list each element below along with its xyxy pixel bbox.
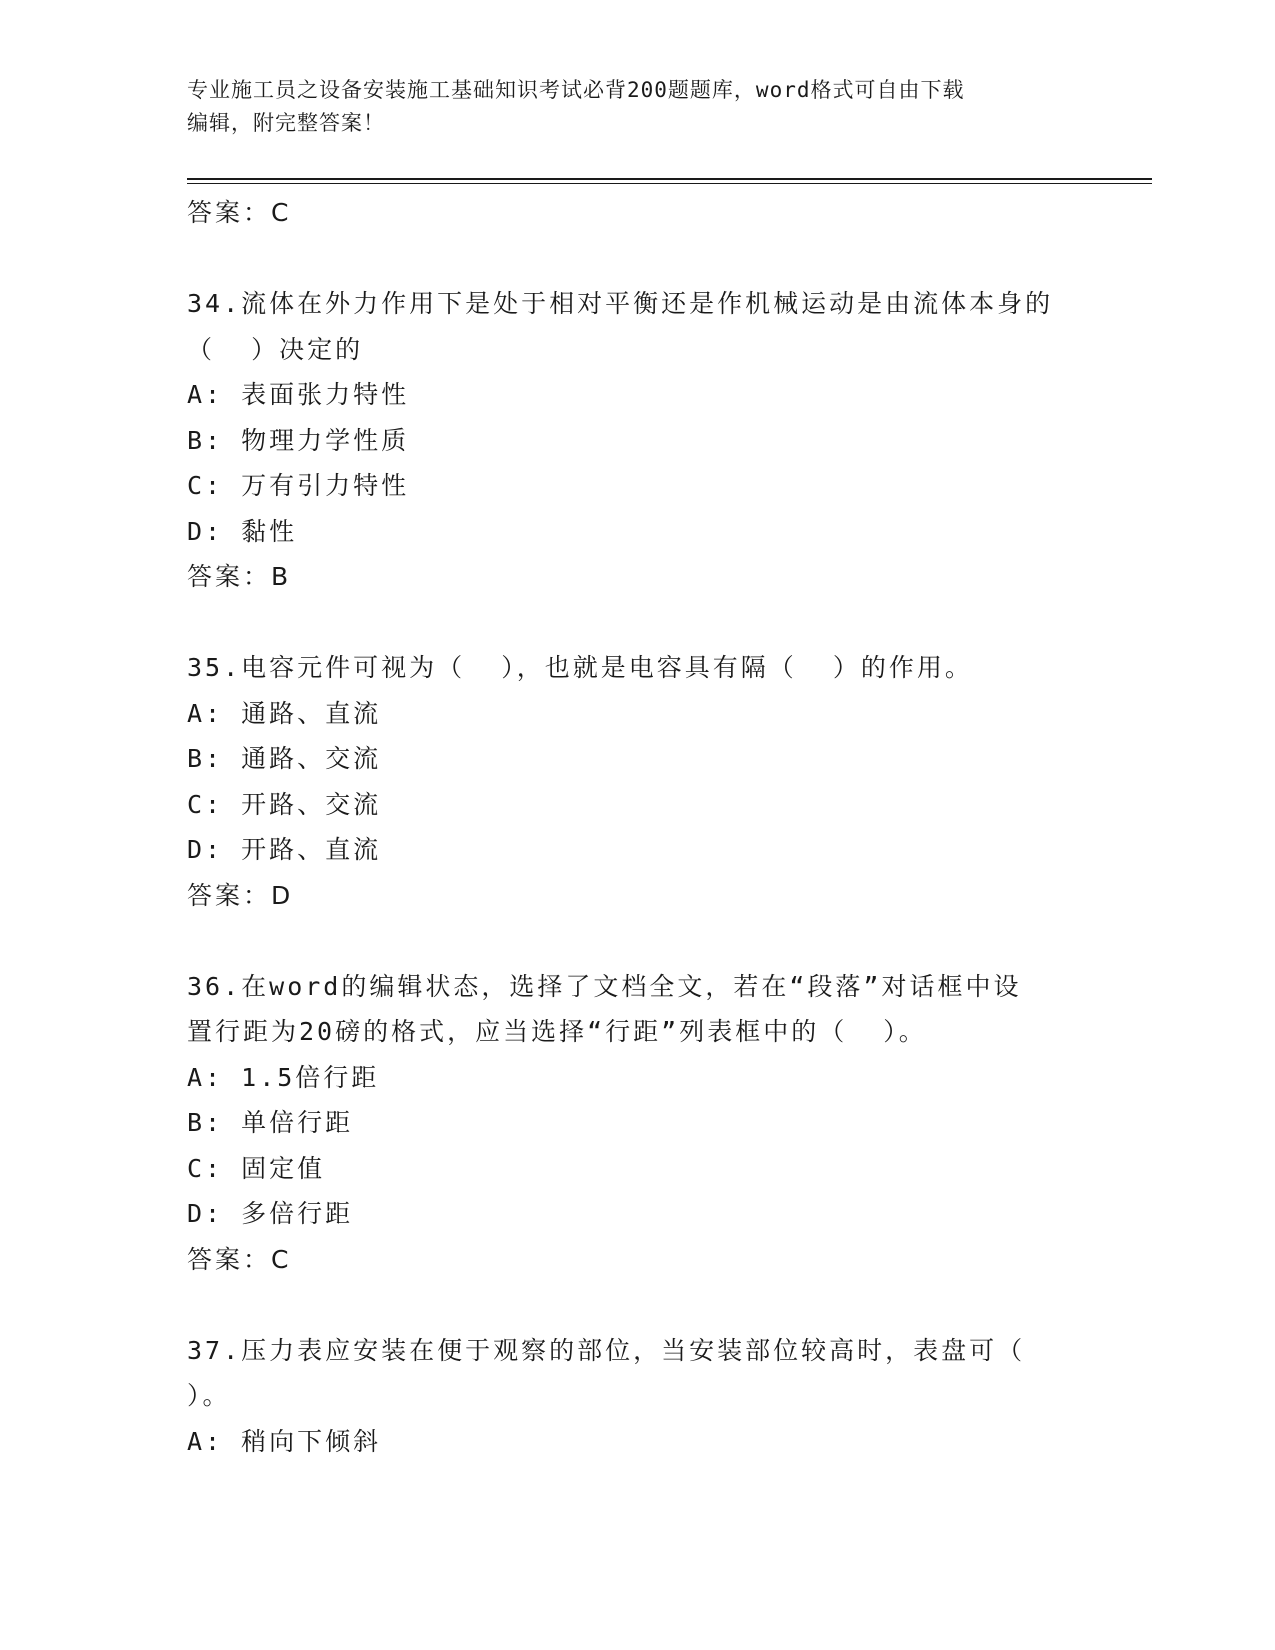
question-stem: ）。: [187, 1381, 231, 1410]
document-body: [187, 190, 1087, 1464]
answer: 答案：D: [187, 880, 294, 910]
answer-previous: 答案：C: [187, 198, 292, 227]
spacer: [187, 600, 1087, 646]
option-b: B: 物理力学性质: [187, 425, 410, 455]
question-34: [187, 281, 1087, 600]
document-header: [187, 74, 1067, 140]
answer: 答案：C: [187, 1244, 292, 1274]
option-d: D: 多倍行距: [187, 1199, 354, 1228]
header-divider: [187, 178, 1152, 180]
question-stem: 37.压力表应安装在便于观察的部位，当安装部位较高时，表盘可（: [187, 1335, 1026, 1365]
question-stem: 35.电容元件可视为（ ），也就是电容具有隔（ ）的作用。: [187, 653, 973, 682]
header-divider-thin: [187, 183, 1152, 184]
spacer: [187, 236, 1087, 282]
question-36: [187, 964, 1087, 1283]
question-35: [187, 645, 1087, 918]
option-a: A: 通路、直流: [187, 698, 382, 728]
option-c: C: 万有引力特性: [187, 471, 410, 500]
option-b: B: 通路、交流: [187, 744, 382, 773]
option-c: C: 固定值: [187, 1153, 326, 1183]
option-a: A: 1.5倍行距: [187, 1062, 380, 1092]
question-37: [187, 1328, 1087, 1465]
header-line-2: 编辑，附完整答案！: [187, 111, 385, 135]
option-d: D: 开路、直流: [187, 835, 382, 864]
option-b: B: 单倍行距: [187, 1108, 354, 1137]
option-c: C: 开路、交流: [187, 789, 382, 819]
header-line-1: 专业施工员之设备安装施工基础知识考试必背200题题库，word格式可自由下载: [187, 78, 965, 102]
question-stem: 置行距为20磅的格式，应当选择“行距”列表框中的（ ）。: [187, 1017, 927, 1046]
option-d: D: 黏性: [187, 516, 298, 546]
question-stem: 36.在word的编辑状态，选择了文档全文，若在“段落”对话框中设: [187, 971, 1022, 1001]
option-a: A: 表面张力特性: [187, 380, 410, 409]
option-a: A: 稍向下倾斜: [187, 1426, 382, 1456]
question-stem: 34.流体在外力作用下是处于相对平衡还是作机械运动是由流体本身的: [187, 289, 1054, 318]
answer: 答案：B: [187, 562, 292, 591]
question-stem: （ ）决定的: [187, 334, 364, 364]
spacer: [187, 918, 1087, 964]
spacer: [187, 1282, 1087, 1328]
